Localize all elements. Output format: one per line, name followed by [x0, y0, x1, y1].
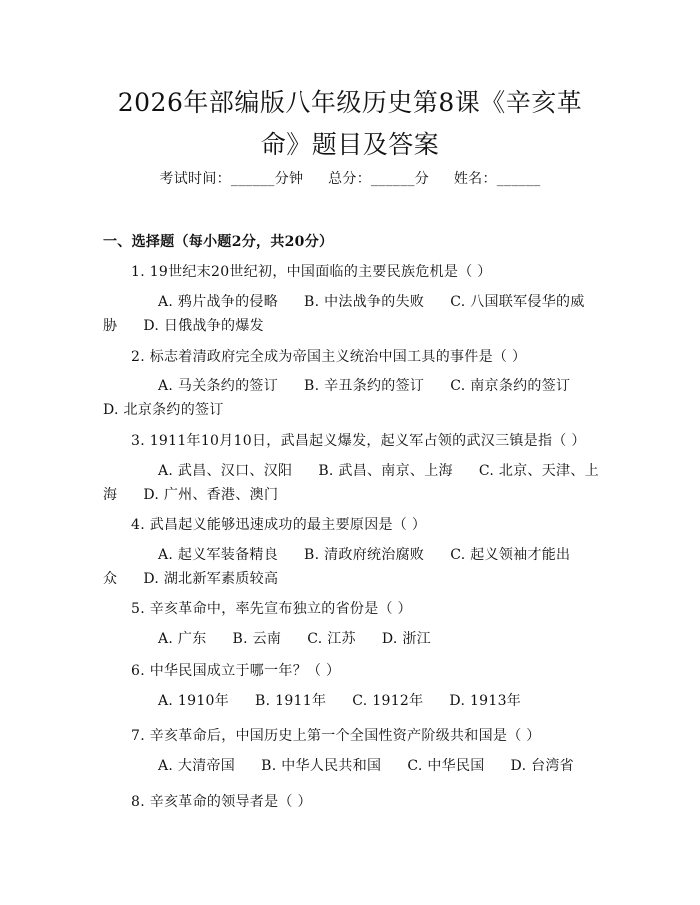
option-7a: A. 大清帝国: [158, 758, 236, 774]
option-6a: A. 1910年: [158, 693, 230, 709]
option-3b: B. 武昌、南京、上海: [318, 463, 453, 479]
option-6c: C. 1912年: [352, 693, 424, 709]
option-2a: A. 马关条约的签订: [158, 378, 279, 394]
option-2d: D. 北京条约的签订: [103, 402, 224, 418]
options-6: [103, 689, 603, 713]
question-2: 2. 标志着清政府完全成为帝国主义统治中国工具的事件是（ ）: [131, 349, 527, 365]
options-1: [103, 290, 603, 338]
options-3: [103, 459, 603, 507]
option-7b: B. 中华人民共和国: [261, 758, 382, 774]
options-4: [103, 543, 603, 591]
option-5b: B. 云南: [232, 631, 282, 647]
option-4b: B. 清政府统治腐败: [304, 547, 425, 563]
option-7c: C. 中华民国: [407, 758, 485, 774]
options-2: [103, 374, 603, 422]
option-2b: B. 辛丑条约的签订: [304, 378, 425, 394]
exam-time: 考试时间：______分钟: [159, 171, 304, 187]
option-7d: D. 台湾省: [510, 758, 574, 774]
question-5: 5. 辛亥革命中，率先宣布独立的省份是（ ）: [131, 601, 412, 617]
option-4c: C. 起义领袖才能出众: [103, 547, 571, 587]
option-6d: D. 1913年: [449, 693, 522, 709]
option-6b: B. 1911年: [255, 693, 327, 709]
option-5d: D. 浙江: [381, 631, 431, 647]
question-1: 1. 19世纪末20世纪初，中国面临的主要民族危机是（ ）: [131, 264, 492, 280]
exam-info: [0, 168, 700, 188]
question-3: 3. 1911年10月10日，武昌起义爆发，起义军占领的武汉三镇是指（ ）: [131, 433, 586, 449]
section-heading: 一、选择题（每小题2分，共20分）: [103, 234, 334, 250]
option-1d: D. 日俄战争的爆发: [143, 318, 264, 334]
exam-score: 总分：______分: [328, 171, 430, 187]
option-1c: C. 八国联军侵华的威胁: [103, 294, 585, 334]
question-4: 4. 武昌起义能够迅速成功的最主要原因是（ ）: [131, 517, 427, 533]
option-3a: A. 武昌、汉口、汉阳: [158, 463, 293, 479]
option-5c: C. 江苏: [307, 631, 356, 647]
option-3c: C. 北京、天津、上海: [103, 463, 599, 503]
option-4a: A. 起义军装备精良: [158, 547, 279, 563]
option-5a: A. 广东: [158, 631, 207, 647]
question-7: 7. 辛亥革命后，中国历史上第一个全国性资产阶级共和国是（ ）: [131, 728, 541, 744]
question-8: 8. 辛亥革命的领导者是（ ）: [131, 794, 312, 810]
option-1a: A. 鸦片战争的侵略: [158, 294, 279, 310]
option-2c: C. 南京条约的签订: [450, 378, 571, 394]
question-6: 6. 中华民国成立于哪一年？（ ）: [131, 663, 341, 679]
option-4d: D. 湖北新军素质较高: [143, 571, 279, 587]
options-5: [103, 627, 603, 651]
option-1b: B. 中法战争的失败: [304, 294, 425, 310]
options-7: [103, 754, 603, 778]
option-3d: D. 广州、香港、澳门: [143, 487, 279, 503]
student-name: 姓名：______: [453, 171, 541, 187]
page-title: 2026年部编版八年级历史第8课《辛亥革命》题目及答案: [117, 88, 583, 159]
